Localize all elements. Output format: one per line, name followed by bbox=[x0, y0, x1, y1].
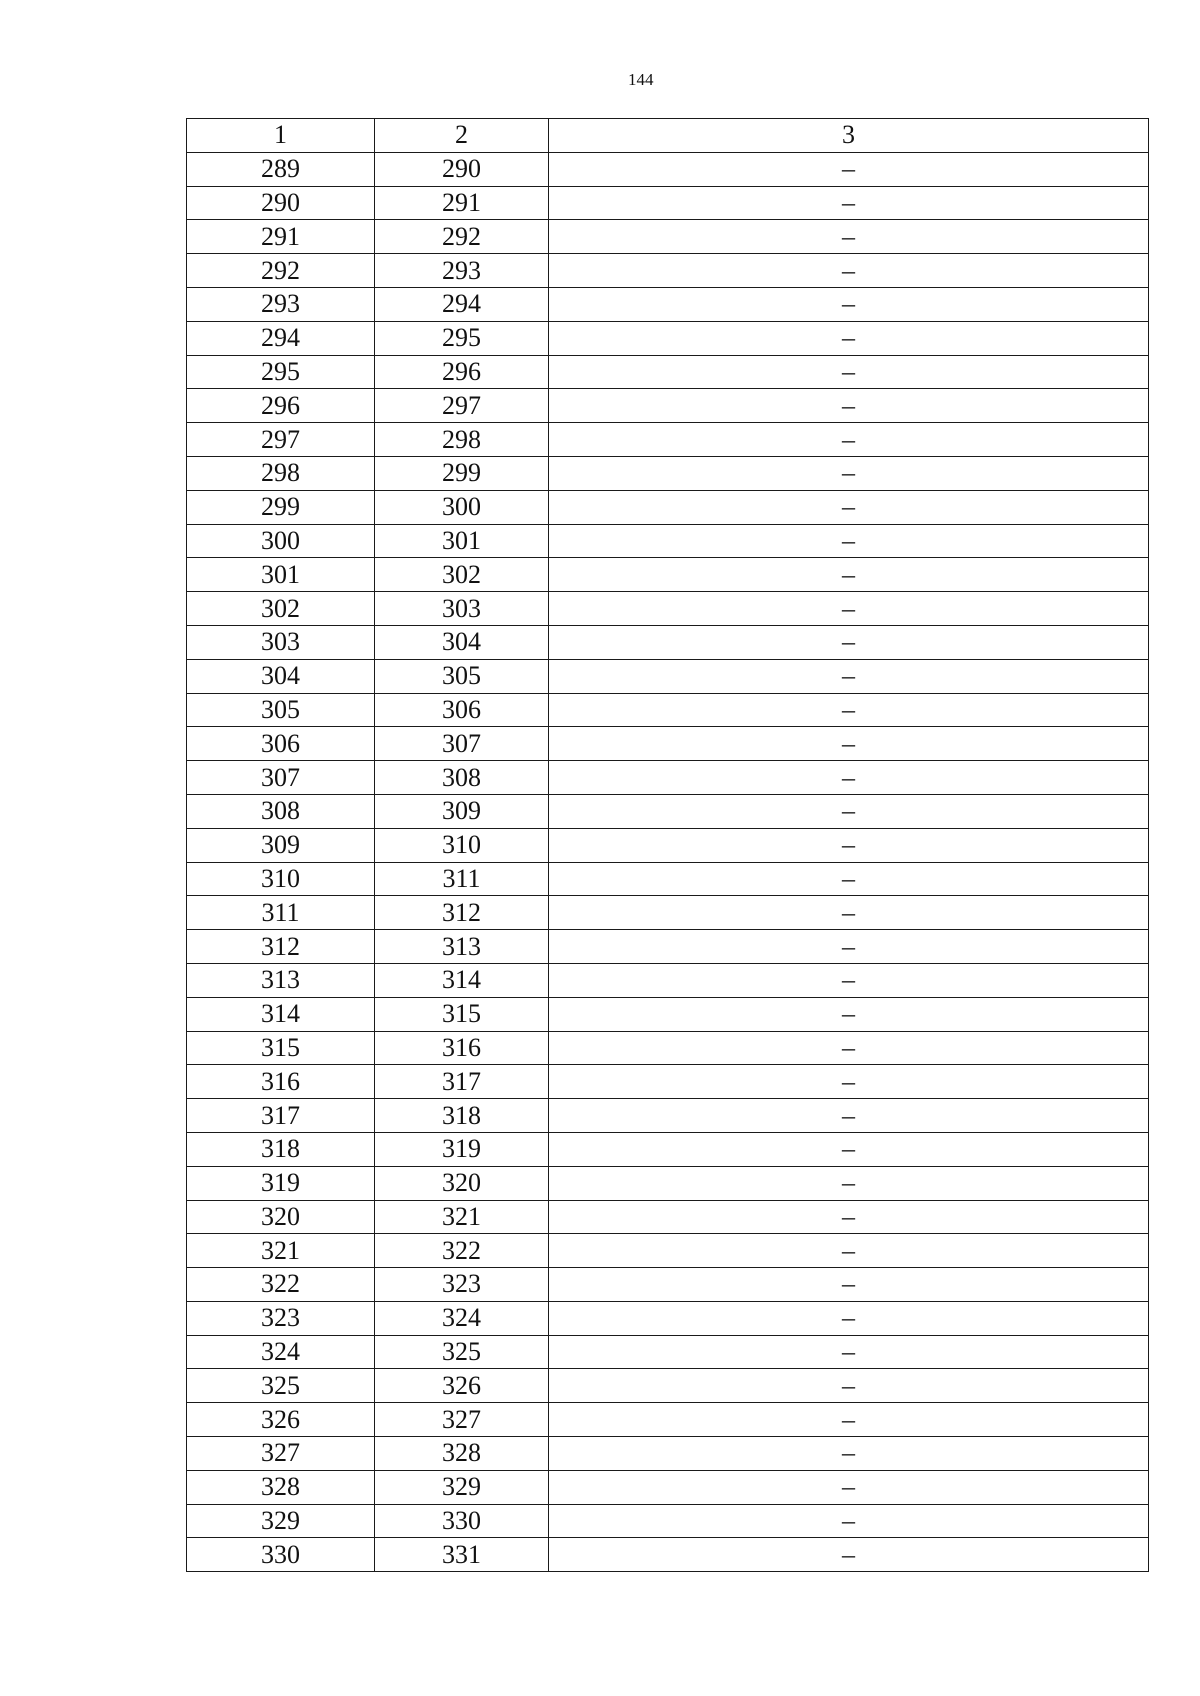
table-cell-col-2: 298 bbox=[375, 423, 549, 457]
table-row bbox=[187, 1369, 1149, 1403]
table-cell-col-1: 312 bbox=[187, 930, 375, 964]
table-cell-col-2: 330 bbox=[375, 1504, 549, 1538]
table-cell-col-3: – bbox=[549, 1470, 1149, 1504]
table-row bbox=[187, 761, 1149, 795]
table-row bbox=[187, 997, 1149, 1031]
table-row bbox=[187, 524, 1149, 558]
table-cell-col-3: – bbox=[549, 1268, 1149, 1302]
table-cell-col-1: 306 bbox=[187, 727, 375, 761]
table-cell-col-2: 295 bbox=[375, 321, 549, 355]
table-cell-col-3: – bbox=[549, 1403, 1149, 1437]
table-cell-col-3: – bbox=[549, 152, 1149, 186]
table-cell-col-2: 328 bbox=[375, 1437, 549, 1471]
column-header-1: 1 bbox=[187, 119, 375, 153]
table-cell-col-2: 297 bbox=[375, 389, 549, 423]
table-cell-col-1: 324 bbox=[187, 1335, 375, 1369]
table-cell-col-2: 306 bbox=[375, 693, 549, 727]
table-cell-col-1: 328 bbox=[187, 1470, 375, 1504]
table-cell-col-2: 320 bbox=[375, 1166, 549, 1200]
table-row bbox=[187, 862, 1149, 896]
table-cell-col-2: 309 bbox=[375, 794, 549, 828]
table-cell-col-3: – bbox=[549, 693, 1149, 727]
table-cell-col-1: 330 bbox=[187, 1538, 375, 1572]
table-cell-col-2: 325 bbox=[375, 1335, 549, 1369]
table-cell-col-2: 311 bbox=[375, 862, 549, 896]
table-row bbox=[187, 355, 1149, 389]
table-cell-col-3: – bbox=[549, 862, 1149, 896]
table-cell-col-2: 323 bbox=[375, 1268, 549, 1302]
table-cell-col-1: 292 bbox=[187, 254, 375, 288]
table-cell-col-2: 315 bbox=[375, 997, 549, 1031]
table-cell-col-2: 292 bbox=[375, 220, 549, 254]
table-cell-col-3: – bbox=[549, 524, 1149, 558]
table-cell-col-2: 312 bbox=[375, 896, 549, 930]
table-cell-col-3: – bbox=[549, 1132, 1149, 1166]
table-row bbox=[187, 1335, 1149, 1369]
table-cell-col-3: – bbox=[549, 1504, 1149, 1538]
table-cell-col-3: – bbox=[549, 287, 1149, 321]
table-cell-col-3: – bbox=[549, 1301, 1149, 1335]
table-cell-col-1: 308 bbox=[187, 794, 375, 828]
table-cell-col-3: – bbox=[549, 456, 1149, 490]
table-cell-col-3: – bbox=[549, 1369, 1149, 1403]
table-cell-col-1: 289 bbox=[187, 152, 375, 186]
table-cell-col-2: 308 bbox=[375, 761, 549, 795]
table-cell-col-1: 305 bbox=[187, 693, 375, 727]
table-cell-col-2: 316 bbox=[375, 1031, 549, 1065]
table-cell-col-2: 319 bbox=[375, 1132, 549, 1166]
table-cell-col-3: – bbox=[549, 659, 1149, 693]
table-row bbox=[187, 423, 1149, 457]
table-cell-col-3: – bbox=[549, 1437, 1149, 1471]
table-cell-col-3: – bbox=[549, 389, 1149, 423]
table-cell-col-1: 294 bbox=[187, 321, 375, 355]
table-cell-col-3: – bbox=[549, 794, 1149, 828]
table-cell-col-3: – bbox=[549, 321, 1149, 355]
table-row bbox=[187, 1099, 1149, 1133]
table-cell-col-1: 316 bbox=[187, 1065, 375, 1099]
column-header-3: 3 bbox=[549, 119, 1149, 153]
table-row bbox=[187, 1065, 1149, 1099]
table-cell-col-3: – bbox=[549, 254, 1149, 288]
table-cell-col-3: – bbox=[549, 1166, 1149, 1200]
table-cell-col-1: 322 bbox=[187, 1268, 375, 1302]
page-number: 144 bbox=[628, 70, 654, 89]
table-cell-col-3: – bbox=[549, 1538, 1149, 1572]
table-row bbox=[187, 1268, 1149, 1302]
table-cell-col-1: 325 bbox=[187, 1369, 375, 1403]
table-row bbox=[187, 727, 1149, 761]
table-row bbox=[187, 558, 1149, 592]
table-cell-col-2: 301 bbox=[375, 524, 549, 558]
table-row bbox=[187, 896, 1149, 930]
table-cell-col-3: – bbox=[549, 1065, 1149, 1099]
table-cell-col-1: 315 bbox=[187, 1031, 375, 1065]
table-cell-col-3: – bbox=[549, 727, 1149, 761]
table-row bbox=[187, 930, 1149, 964]
table-cell-col-1: 313 bbox=[187, 963, 375, 997]
table-row bbox=[187, 321, 1149, 355]
table-cell-col-3: – bbox=[549, 423, 1149, 457]
table-cell-col-1: 311 bbox=[187, 896, 375, 930]
table-row bbox=[187, 1166, 1149, 1200]
table-row bbox=[187, 456, 1149, 490]
table-body bbox=[187, 119, 1149, 1572]
table-cell-col-3: – bbox=[549, 592, 1149, 626]
table-cell-col-3: – bbox=[549, 186, 1149, 220]
table-cell-col-3: – bbox=[549, 1031, 1149, 1065]
data-table bbox=[186, 118, 1149, 1572]
table-row bbox=[187, 828, 1149, 862]
table-cell-col-3: – bbox=[549, 997, 1149, 1031]
table-row bbox=[187, 254, 1149, 288]
table-cell-col-1: 302 bbox=[187, 592, 375, 626]
table-cell-col-1: 320 bbox=[187, 1200, 375, 1234]
table-cell-col-2: 293 bbox=[375, 254, 549, 288]
table-row bbox=[187, 693, 1149, 727]
table-cell-col-3: – bbox=[549, 490, 1149, 524]
table-row bbox=[187, 1437, 1149, 1471]
table-cell-col-1: 327 bbox=[187, 1437, 375, 1471]
table-cell-col-3: – bbox=[549, 963, 1149, 997]
table-cell-col-1: 290 bbox=[187, 186, 375, 220]
table-cell-col-2: 313 bbox=[375, 930, 549, 964]
table-cell-col-2: 305 bbox=[375, 659, 549, 693]
table-cell-col-2: 290 bbox=[375, 152, 549, 186]
table-cell-col-2: 303 bbox=[375, 592, 549, 626]
table-cell-col-3: – bbox=[549, 1200, 1149, 1234]
table-cell-col-1: 300 bbox=[187, 524, 375, 558]
table-cell-col-1: 323 bbox=[187, 1301, 375, 1335]
table-cell-col-1: 314 bbox=[187, 997, 375, 1031]
table-cell-col-2: 322 bbox=[375, 1234, 549, 1268]
table-row bbox=[187, 1234, 1149, 1268]
table-cell-col-2: 299 bbox=[375, 456, 549, 490]
table-cell-col-1: 295 bbox=[187, 355, 375, 389]
table-cell-col-3: – bbox=[549, 930, 1149, 964]
table-cell-col-2: 314 bbox=[375, 963, 549, 997]
table-cell-col-1: 293 bbox=[187, 287, 375, 321]
table-row bbox=[187, 1031, 1149, 1065]
table-row bbox=[187, 963, 1149, 997]
table-row bbox=[187, 1403, 1149, 1437]
table-cell-col-3: – bbox=[549, 1099, 1149, 1133]
table-cell-col-2: 317 bbox=[375, 1065, 549, 1099]
table-row bbox=[187, 1538, 1149, 1572]
table-header-row bbox=[187, 119, 1149, 153]
table-cell-col-1: 304 bbox=[187, 659, 375, 693]
table-cell-col-3: – bbox=[549, 761, 1149, 795]
table-cell-col-1: 317 bbox=[187, 1099, 375, 1133]
table-cell-col-2: 304 bbox=[375, 625, 549, 659]
table-cell-col-3: – bbox=[549, 625, 1149, 659]
table-cell-col-3: – bbox=[549, 896, 1149, 930]
table-cell-col-3: – bbox=[549, 1335, 1149, 1369]
table-cell-col-1: 307 bbox=[187, 761, 375, 795]
table-cell-col-2: 327 bbox=[375, 1403, 549, 1437]
table-row bbox=[187, 794, 1149, 828]
table-row bbox=[187, 659, 1149, 693]
table-row bbox=[187, 152, 1149, 186]
table-cell-col-2: 302 bbox=[375, 558, 549, 592]
table-row bbox=[187, 186, 1149, 220]
table-row bbox=[187, 389, 1149, 423]
table-cell-col-1: 298 bbox=[187, 456, 375, 490]
table-cell-col-1: 291 bbox=[187, 220, 375, 254]
table-cell-col-3: – bbox=[549, 828, 1149, 862]
table-cell-col-1: 321 bbox=[187, 1234, 375, 1268]
table-cell-col-2: 326 bbox=[375, 1369, 549, 1403]
table-cell-col-2: 310 bbox=[375, 828, 549, 862]
table-cell-col-1: 318 bbox=[187, 1132, 375, 1166]
table-cell-col-2: 331 bbox=[375, 1538, 549, 1572]
table-cell-col-2: 300 bbox=[375, 490, 549, 524]
table-cell-col-2: 294 bbox=[375, 287, 549, 321]
table-cell-col-1: 319 bbox=[187, 1166, 375, 1200]
table-cell-col-1: 329 bbox=[187, 1504, 375, 1538]
table-row bbox=[187, 1470, 1149, 1504]
table-cell-col-1: 326 bbox=[187, 1403, 375, 1437]
table-cell-col-1: 309 bbox=[187, 828, 375, 862]
table-cell-col-3: – bbox=[549, 220, 1149, 254]
table-cell-col-1: 301 bbox=[187, 558, 375, 592]
column-header-2: 2 bbox=[375, 119, 549, 153]
table-cell-col-2: 324 bbox=[375, 1301, 549, 1335]
table-row bbox=[187, 625, 1149, 659]
table-row bbox=[187, 592, 1149, 626]
table-row bbox=[187, 1200, 1149, 1234]
table-row bbox=[187, 1132, 1149, 1166]
table-cell-col-1: 297 bbox=[187, 423, 375, 457]
table-cell-col-2: 329 bbox=[375, 1470, 549, 1504]
table-cell-col-3: – bbox=[549, 558, 1149, 592]
table-cell-col-3: – bbox=[549, 1234, 1149, 1268]
table-cell-col-2: 291 bbox=[375, 186, 549, 220]
table-cell-col-2: 307 bbox=[375, 727, 549, 761]
table-row bbox=[187, 1301, 1149, 1335]
table-row bbox=[187, 1504, 1149, 1538]
table-cell-col-2: 318 bbox=[375, 1099, 549, 1133]
table-cell-col-1: 296 bbox=[187, 389, 375, 423]
table-cell-col-1: 299 bbox=[187, 490, 375, 524]
table-cell-col-1: 310 bbox=[187, 862, 375, 896]
table-row bbox=[187, 220, 1149, 254]
table-row bbox=[187, 490, 1149, 524]
table-row bbox=[187, 287, 1149, 321]
table-cell-col-2: 296 bbox=[375, 355, 549, 389]
table-cell-col-1: 303 bbox=[187, 625, 375, 659]
table-cell-col-2: 321 bbox=[375, 1200, 549, 1234]
table-cell-col-3: – bbox=[549, 355, 1149, 389]
